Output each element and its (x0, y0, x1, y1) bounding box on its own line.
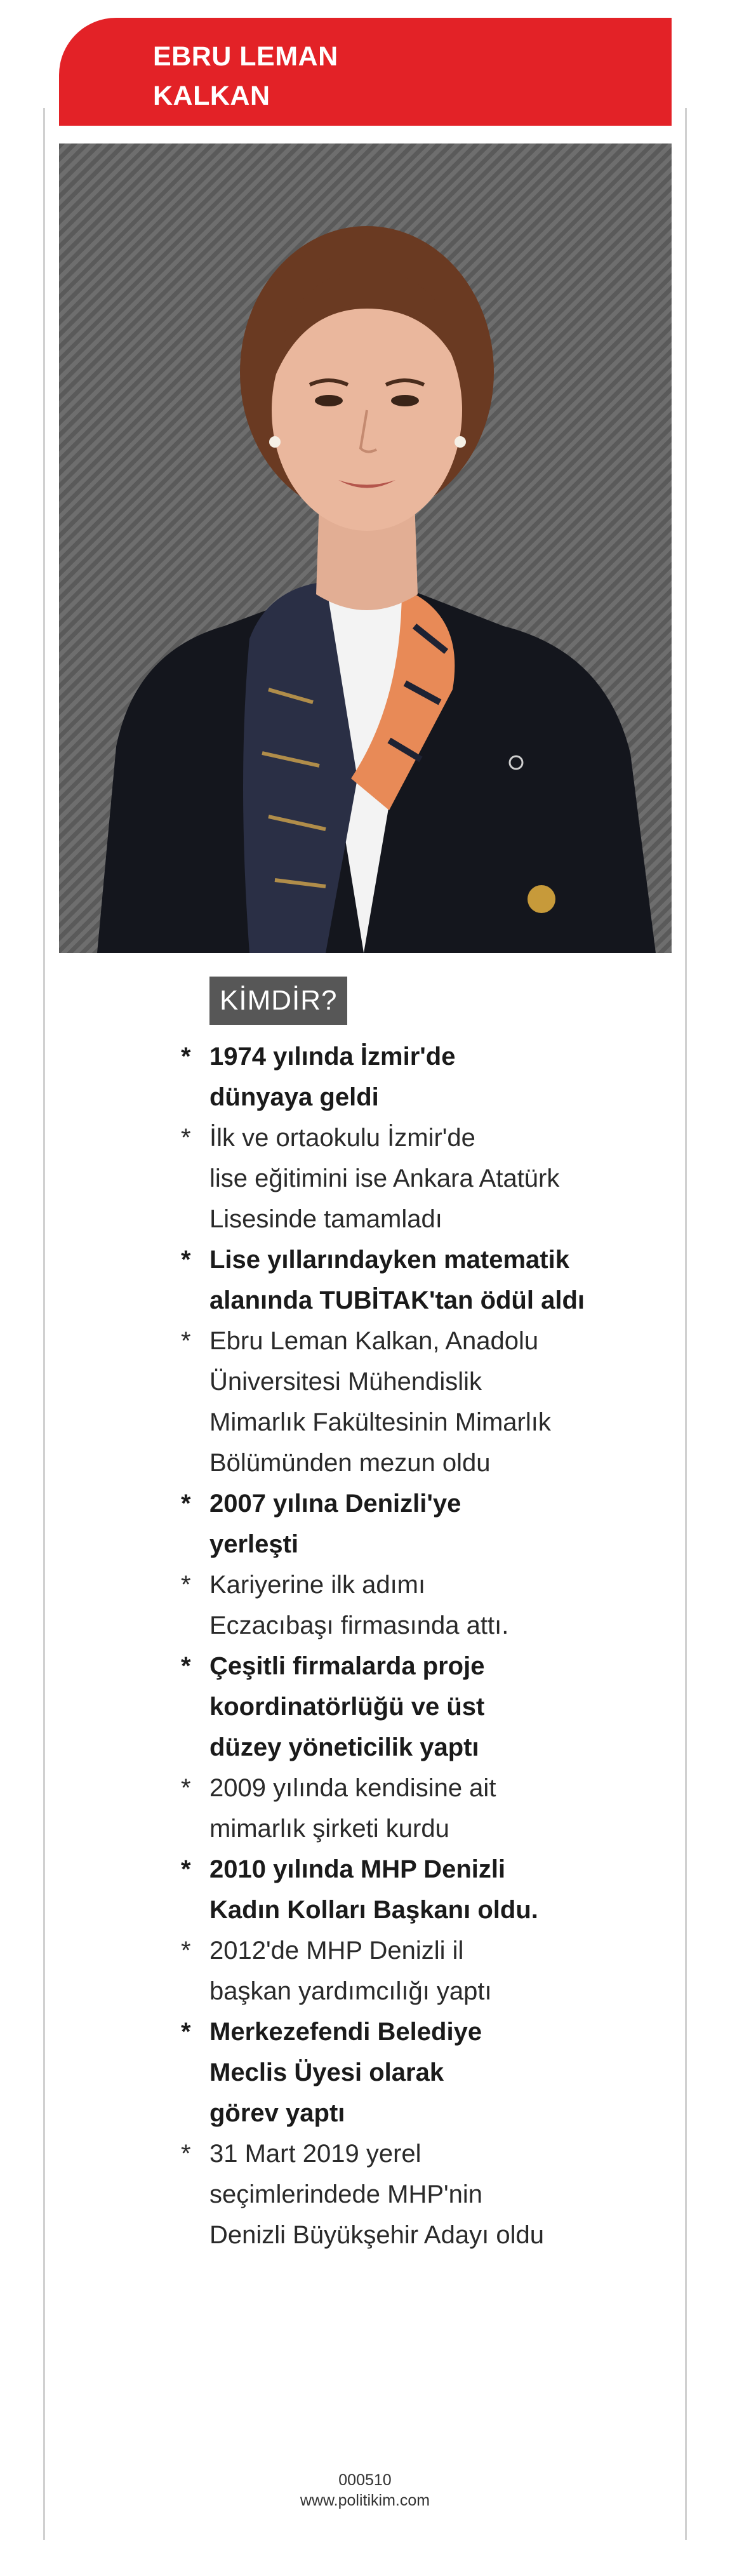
bio-item-university (181, 1321, 676, 1483)
person-name-line-2: KALKAN (153, 81, 270, 111)
left-frame-line (43, 108, 45, 2540)
bio-text: Lise yıllarındayken matematik alanında TUBİTAK'tan ödül aldı (209, 1246, 585, 1314)
bullet-star: * (181, 1774, 191, 1802)
footer-website-link[interactable]: www.politikim.com (300, 2492, 430, 2509)
bio-text: İlk ve ortaokulu İzmir'de lise eğitimini ise Ankara Atatürk Lisesinde tamamladı (209, 1124, 560, 1233)
bullet-star: * (181, 1043, 191, 1071)
kimdir-section-heading: KİMDİR? (209, 977, 347, 1025)
name-header-banner (59, 18, 672, 126)
bio-item-womens-branch (181, 1849, 676, 1930)
bullet-star: * (181, 2018, 191, 2046)
bio-text: 1974 yılında İzmir'de dünyaya geldi (209, 1043, 456, 1111)
bio-item-tubitak-award (181, 1239, 676, 1321)
bio-item-birth (181, 1036, 676, 1118)
right-frame-line (685, 108, 687, 2540)
biography-list (181, 1036, 676, 2255)
person-name-line-1: EBRU LEMAN (153, 41, 338, 72)
page-footer (0, 2470, 730, 2511)
bullet-star: * (181, 1571, 191, 1599)
footer-code: 000510 (338, 2471, 392, 2489)
bullet-star: * (181, 1124, 191, 1152)
portrait-illustration (59, 143, 672, 953)
bio-item-denizli-move (181, 1483, 676, 1565)
bio-item-mayor-candidate (181, 2133, 676, 2255)
bio-item-council-member (181, 2012, 676, 2133)
bio-text: 31 Mart 2019 yerel seçimlerindede MHP'nin Denizli Büyükşehir Adayı oldu (209, 2140, 544, 2249)
bullet-star: * (181, 1490, 191, 1518)
bullet-star: * (181, 1652, 191, 1680)
bio-item-own-company (181, 1768, 676, 1849)
bullet-star: * (181, 2140, 191, 2168)
bio-text: Kariyerine ilk adımı Eczacıbaşı firmasında attı. (209, 1571, 509, 1639)
portrait-photo (59, 143, 672, 953)
bio-text: 2010 yılında MHP Denizli Kadın Kolları Başkanı oldu. (209, 1855, 538, 1924)
bio-text: 2012'de MHP Denizli il başkan yardımcılığı yaptı (209, 1937, 492, 2005)
bio-item-schooling (181, 1118, 676, 1239)
bullet-star: * (181, 1937, 191, 1965)
person-name-title (153, 37, 534, 116)
bullet-star: * (181, 1246, 191, 1274)
bio-text: Merkezefendi Belediye Meclis Üyesi olarak görev yaptı (209, 2018, 482, 2127)
bio-text: Çeşitli firmalarda proje koordinatörlüğü ve üst düzey yöneticilik yaptı (209, 1652, 485, 1761)
bio-item-deputy-chair (181, 1930, 676, 2012)
bio-text: 2009 yılında kendisine ait mimarlık şirketi kurdu (209, 1774, 496, 1843)
bio-text: 2007 yılına Denizli'ye yerleşti (209, 1490, 461, 1558)
bio-text: Ebru Leman Kalkan, Anadolu Üniversitesi Mühendislik Mimarlık Fakültesinin Mimarlık Bölümünden mezun oldu (209, 1327, 551, 1477)
bio-item-first-career (181, 1565, 676, 1646)
bullet-star: * (181, 1855, 191, 1883)
bio-item-management (181, 1646, 676, 1768)
bullet-star: * (181, 1327, 191, 1355)
